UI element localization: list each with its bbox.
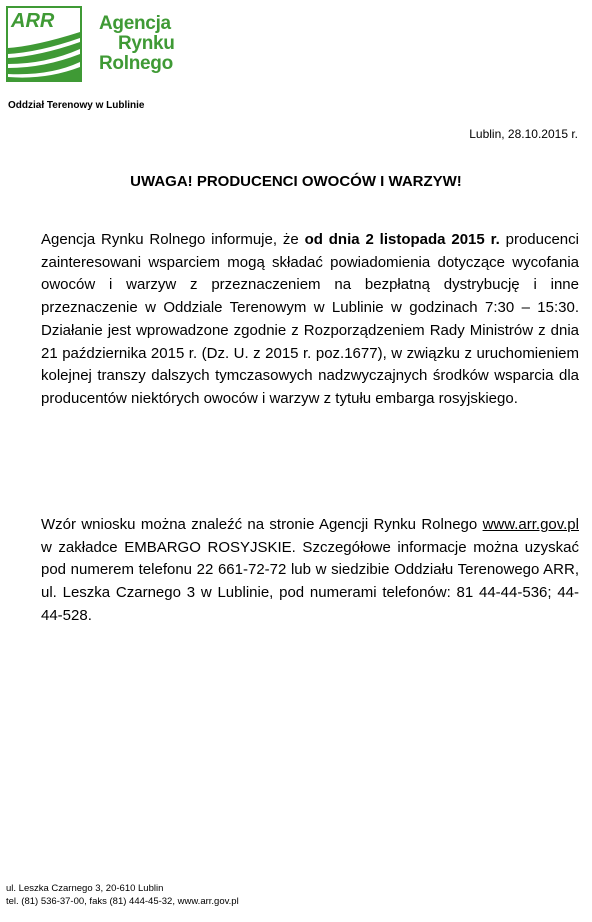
branch-name: Oddział Terenowy w Lublinie [8, 100, 145, 111]
instructions-body: w zakładce EMBARGO ROSYJSKIE. Szczegółowe informacje można uzyskać pod numerem telefonu 22 661-72-72 lub w siedzibie Oddziału Terenowego ARR, ul. Leszka Czarnego 3 w Lublinie, pod numerami telefonów: 81 44-44-536; 44-44-528. [41, 538, 579, 624]
instructions-paragraph [41, 514, 579, 628]
document-title: UWAGA! PRODUCENCI OWOCÓW I WARZYW! [130, 173, 462, 190]
logo-line-3: Rolnego [99, 53, 173, 74]
footer-contact: tel. (81) 536-37-00, faks (81) 444-45-32, www.arr.gov.pl [6, 896, 239, 907]
agency-logo [6, 6, 196, 82]
arr-logo-mark [6, 6, 82, 82]
logo-line-2: Rynku [118, 33, 175, 54]
paragraph-intro: Agencja Rynku Rolnego informuje, że [41, 231, 305, 248]
instructions-intro: Wzór wniosku można znaleźć na stronie Agencji Rynku Rolnego [41, 516, 483, 533]
paragraph-start-date: od dnia 2 listopada 2015 r. [304, 231, 500, 248]
announcement-paragraph [41, 229, 579, 411]
logo-wordmark [99, 14, 175, 74]
logo-line-1: Agencja [99, 13, 171, 34]
footer [6, 882, 239, 908]
website-link[interactable]: www.arr.gov.pl [482, 516, 579, 533]
document-date: Lublin, 28.10.2015 r. [469, 127, 578, 141]
logo-mark-text: ARR [11, 10, 55, 32]
footer-address: ul. Leszka Czarnego 3, 20-610 Lublin [6, 883, 164, 894]
paragraph-body: producenci zainteresowani wsparciem mogą składać powiadomienia dotyczące wycofania owoców i warzyw z przeznaczeniem na bezpłatną dystrybucję i inne przeznaczenie w Oddziale Terenowym w Lublinie w godzinach 7:30 – 15:30. Działanie jest wprowadzone zgodnie z Rozporządzeniem Rady Ministrów z dnia 21 października 2015 r. (Dz. U. z 2015 r. poz.1677), w związku z uruchomieniem kolejnej transzy dalszych tymczasowych nadzwyczajnych środków wsparcia dla producentów niektórych owoców i warzyw z tytułu embarga rosyjskiego. [41, 231, 579, 407]
